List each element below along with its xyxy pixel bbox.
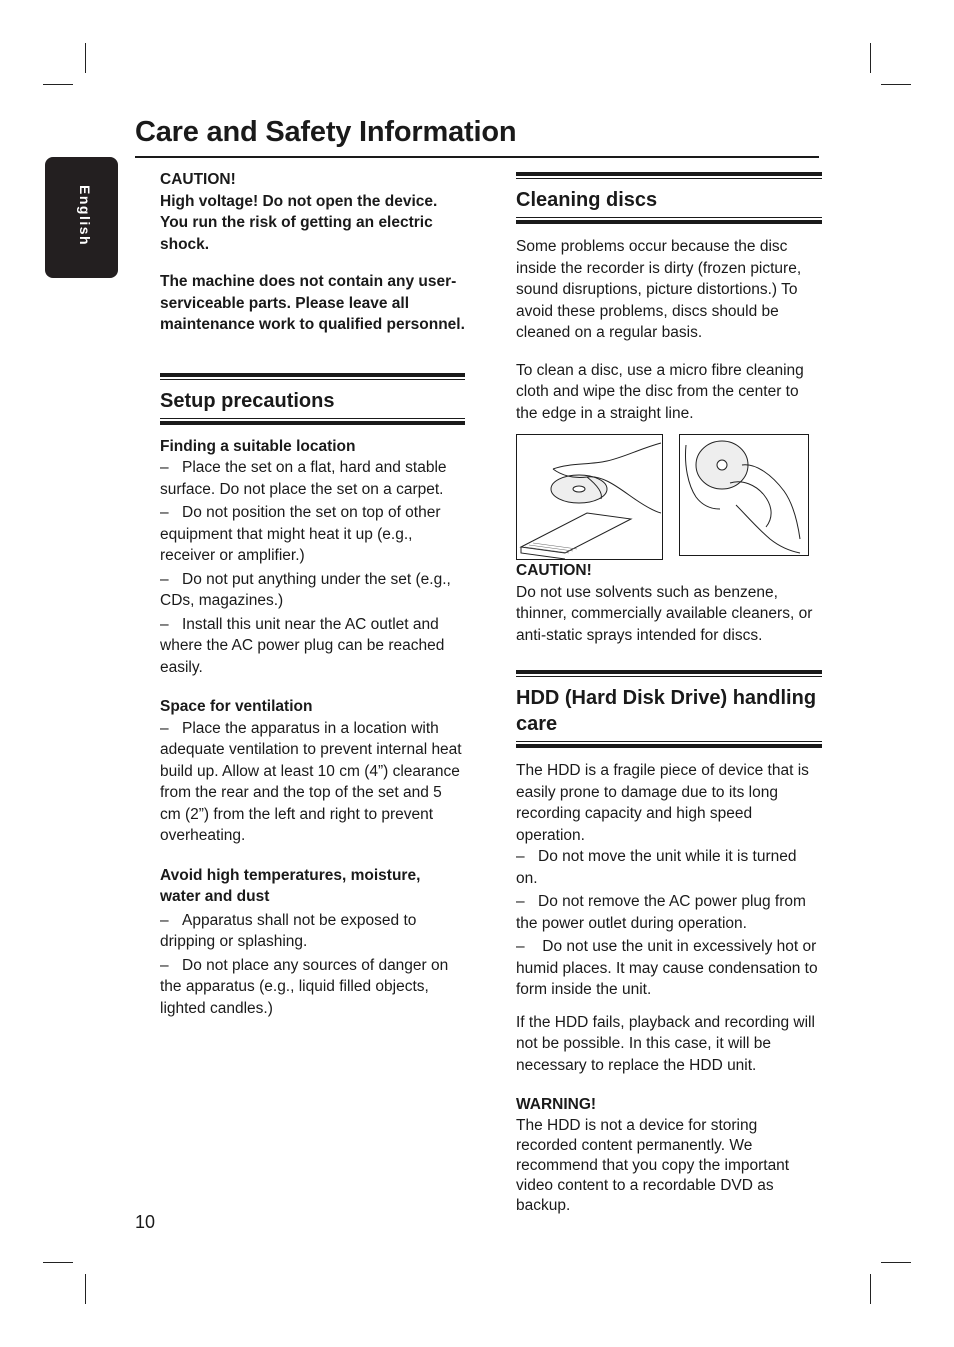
list-item: – Do not move the unit while it is turned on. bbox=[516, 848, 797, 887]
cleaning-paragraph: Some problems occur because the disc inside the recorder is dirty (frozen picture, sound disruptions, picture distortions.) To avoid these problems, discs should be cleaned on a regular basis. bbox=[516, 238, 802, 341]
list-item: – Apparatus shall not be exposed to dripping or splashing. bbox=[160, 911, 417, 950]
list-item: – Do not use the unit in excessively hot or humid places. It may cause condensation to form inside the unit. bbox=[516, 938, 822, 998]
cleaning-section-header bbox=[516, 172, 822, 224]
hdd-intro: The HDD is a fragile piece of device that is easily prone to damage due to its long recording capacity and high speed operation. bbox=[516, 762, 809, 844]
disc-holding-illustration bbox=[679, 434, 809, 556]
location-heading: Finding a suitable location bbox=[160, 437, 356, 455]
list-item: – Do not position the set on top of other equipment that might heat it up (e.g., receiver or amplifier.) bbox=[160, 504, 441, 564]
language-tab bbox=[45, 157, 118, 278]
title-rule bbox=[135, 156, 819, 158]
location-list bbox=[160, 457, 465, 678]
page-number: 10 bbox=[135, 1212, 156, 1232]
cleaning-heading: Cleaning discs bbox=[516, 189, 658, 211]
caution-text: High voltage! Do not open the device. You run the risk of getting an electric shock. bbox=[160, 192, 438, 253]
cleaning-paragraph: To clean a disc, use a micro fibre cleaning cloth and wipe the disc from the center to the edge in a straight line. bbox=[516, 361, 804, 422]
left-column bbox=[160, 169, 465, 1019]
section-rule-top bbox=[160, 373, 465, 380]
hdd-section-header bbox=[516, 670, 822, 748]
caution-text: Do not use solvents such as benzene, thinner, commercially available cleaners, or anti-static sprays intended for discs. bbox=[516, 583, 813, 644]
crop-mark bbox=[881, 1262, 911, 1263]
list-item: – Install this unit near the AC outlet and where the AC power plug can be reached easily. bbox=[160, 615, 445, 676]
section-rule-bottom bbox=[516, 217, 822, 224]
language-tab-label: English bbox=[77, 185, 93, 247]
ventilation-heading: Space for ventilation bbox=[160, 698, 313, 715]
section-rule-bottom bbox=[160, 418, 465, 425]
right-column bbox=[516, 172, 822, 1216]
page-title: Care and Safety Information bbox=[135, 116, 517, 148]
crop-mark bbox=[85, 1274, 86, 1304]
warning-label: WARNING! bbox=[516, 1096, 597, 1113]
crop-mark bbox=[43, 1262, 73, 1263]
section-rule-bottom bbox=[516, 741, 822, 748]
cleaning-illustrations bbox=[516, 434, 822, 560]
setup-heading: Setup precautions bbox=[160, 389, 335, 412]
section-rule-top bbox=[516, 172, 822, 179]
crop-mark bbox=[881, 84, 911, 85]
crop-mark bbox=[870, 1274, 871, 1304]
list-item: – Place the set on a flat, hard and stable surface. Do not place the set on a carpet. bbox=[160, 459, 447, 498]
disc-wiping-illustration bbox=[516, 434, 663, 560]
crop-mark bbox=[870, 43, 871, 73]
hdd-heading: HDD (Hard Disk Drive) handling care bbox=[516, 687, 817, 735]
temperature-heading: Avoid high temperatures, moisture, water and dust bbox=[160, 866, 421, 905]
crop-mark bbox=[43, 84, 73, 85]
list-item: – Do not place any sources of danger on the apparatus (e.g., liquid filled objects, lighted candles.) bbox=[160, 956, 449, 1017]
list-item: – Do not put anything under the set (e.g., CDs, magazines.) bbox=[160, 570, 451, 609]
list-item: – Do not remove the AC power plug from the power outlet during operation. bbox=[516, 893, 806, 932]
section-rule-top bbox=[516, 670, 822, 677]
list-item: – Place the apparatus in a location with adequate ventilation to prevent internal heat build up. Allow at least 10 cm (4”) clearance from the rear and the top of the set and 5 cm (2”) from the left and right to prevent overheating. bbox=[160, 719, 462, 844]
caution-label: CAUTION! bbox=[160, 171, 236, 188]
hdd-fail-paragraph: If the HDD fails, playback and recording will not be possible. In this case, it will be necessary to replace the HDD unit. bbox=[516, 1013, 815, 1074]
warning-text: The HDD is not a device for storing recorded content permanently. We recommend that you copy the important video content to a recordable DVD as backup. bbox=[516, 1116, 790, 1214]
caution-label: CAUTION! bbox=[516, 562, 592, 579]
maintenance-text: The machine does not contain any user-serviceable parts. Please leave all maintenance work to qualified personnel. bbox=[160, 273, 465, 333]
setup-section-header bbox=[160, 373, 465, 425]
crop-mark bbox=[85, 43, 86, 73]
